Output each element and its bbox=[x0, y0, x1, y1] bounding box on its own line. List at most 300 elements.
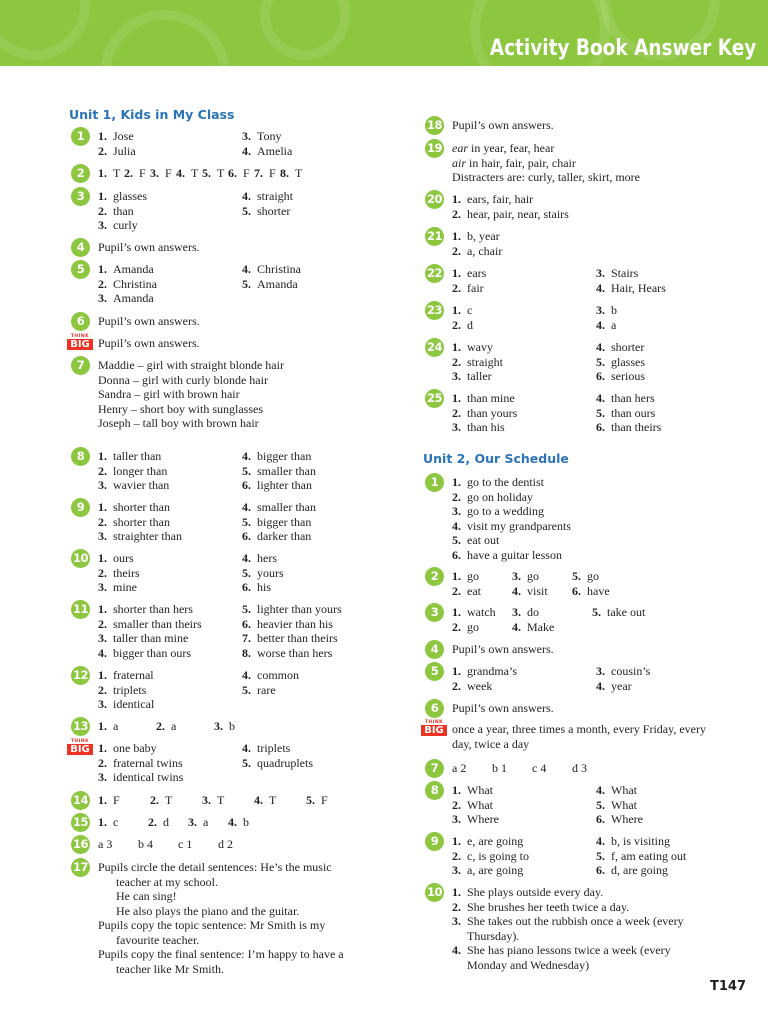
answer-item bbox=[98, 189, 242, 204]
answer-item bbox=[242, 602, 342, 617]
item-number: 1. bbox=[98, 602, 107, 616]
answer-item bbox=[596, 664, 650, 679]
answer-item bbox=[596, 266, 666, 281]
answer-item bbox=[242, 617, 342, 632]
answer-item bbox=[452, 943, 684, 958]
exercise-answers bbox=[452, 834, 686, 878]
think-big-logo bbox=[67, 739, 93, 755]
answer-item bbox=[452, 679, 596, 694]
item-number: 1. bbox=[452, 834, 461, 848]
item-number: 3. bbox=[452, 863, 461, 877]
item-text: Christina bbox=[113, 276, 157, 291]
item-text: his bbox=[257, 580, 272, 594]
item-number: 3. bbox=[202, 793, 211, 807]
exercise-answers bbox=[98, 602, 342, 660]
item-number: 1. bbox=[98, 741, 107, 755]
answer-item bbox=[228, 815, 268, 830]
item-text: Christina bbox=[257, 262, 301, 276]
answer-item bbox=[452, 569, 512, 584]
item-number: 5. bbox=[242, 602, 251, 616]
item-number: 1. bbox=[452, 885, 461, 899]
item-text: go bbox=[527, 569, 539, 583]
item-text: fraternal twins bbox=[113, 755, 183, 770]
item-number: 1. bbox=[98, 815, 107, 829]
answer-line: He also plays the piano and the guitar. bbox=[116, 903, 300, 918]
item-text: shorter than bbox=[113, 500, 170, 514]
exercise-answers bbox=[98, 314, 200, 329]
item-number: 2. bbox=[452, 206, 461, 221]
item-text: c, is going to bbox=[467, 848, 529, 863]
item-number: 7. bbox=[242, 631, 251, 645]
answer-item bbox=[98, 756, 242, 771]
line-text: Distracters are: curly, taller, skirt, more bbox=[452, 170, 640, 184]
answer-item bbox=[452, 929, 684, 944]
exercise-answers bbox=[98, 551, 284, 595]
answer-item bbox=[452, 834, 596, 849]
item-number: 2. bbox=[452, 354, 461, 369]
item-text: darker than bbox=[257, 529, 312, 543]
item-number: 2. bbox=[452, 797, 461, 812]
answer-item bbox=[242, 189, 293, 204]
answer-item bbox=[512, 584, 572, 599]
item-number: 1. bbox=[98, 129, 107, 143]
page-title: Activity Book Answer Key bbox=[489, 36, 756, 61]
answer-item bbox=[242, 277, 301, 292]
item-text: Where bbox=[467, 812, 499, 826]
item-text: identical bbox=[113, 697, 155, 711]
answer-item bbox=[242, 129, 292, 144]
answer-item bbox=[596, 783, 643, 798]
item-text: longer than bbox=[113, 463, 168, 478]
item-text: T bbox=[269, 793, 277, 807]
item-number: 3. bbox=[98, 529, 107, 543]
answer-item: a 3 bbox=[98, 837, 113, 851]
item-text: b, year bbox=[467, 229, 500, 243]
item-number: 2. bbox=[98, 682, 107, 697]
big-label: BIG bbox=[67, 339, 93, 350]
item-text: bigger than bbox=[257, 514, 312, 529]
item-text: shorter bbox=[611, 340, 645, 354]
answer-line: Henry – short boy with sunglasses bbox=[98, 401, 263, 416]
item-number: 4. bbox=[596, 834, 605, 848]
item-number: 3. bbox=[452, 812, 461, 826]
item-text: b bbox=[229, 719, 235, 733]
answer-item bbox=[242, 515, 316, 530]
answer-item bbox=[452, 849, 596, 864]
answer-item bbox=[214, 719, 272, 734]
item-number: 3. bbox=[188, 815, 197, 829]
item-number: 4. bbox=[452, 518, 461, 533]
item-number: 2. bbox=[452, 280, 461, 295]
item-number: 1. bbox=[98, 189, 107, 203]
exercise-number-badge: 18 bbox=[425, 116, 444, 135]
answer-item bbox=[452, 406, 596, 421]
item-number: 3. bbox=[214, 719, 223, 733]
item-text: She plays outside every day. bbox=[467, 885, 604, 899]
exercise-answers bbox=[452, 605, 645, 634]
item-text: hear, pair, near, stairs bbox=[467, 206, 569, 221]
item-text: triplets bbox=[257, 741, 291, 755]
answer-item bbox=[242, 770, 313, 785]
answer-item bbox=[242, 478, 316, 493]
item-text: What bbox=[467, 783, 493, 797]
item-text: go to a wedding bbox=[467, 504, 544, 518]
item-text: ears bbox=[467, 266, 487, 280]
answer-item bbox=[156, 719, 214, 734]
answer-text: Pupil’s own answers. bbox=[452, 118, 554, 132]
item-number: 5. bbox=[596, 848, 605, 863]
answer-item bbox=[452, 584, 512, 599]
item-text: visit bbox=[527, 583, 548, 598]
item-number: 2. bbox=[150, 793, 159, 807]
item-text: Make bbox=[527, 619, 555, 634]
item-number: 2. bbox=[452, 489, 461, 504]
exercise-number-badge: 20 bbox=[425, 190, 444, 209]
item-text: have a guitar lesson bbox=[467, 547, 562, 562]
item-number: 4. bbox=[242, 668, 251, 682]
item-number: 5. bbox=[242, 203, 251, 218]
item-text: curly bbox=[113, 218, 138, 232]
item-text: go bbox=[467, 569, 479, 583]
exercise-number-badge: 2 bbox=[425, 567, 444, 586]
answer-item bbox=[452, 266, 596, 281]
exercise-number-badge: 6 bbox=[71, 312, 90, 331]
item-number: 1. bbox=[98, 668, 107, 682]
exercise-number-badge: 3 bbox=[425, 603, 444, 622]
item-text: What bbox=[467, 797, 493, 812]
answer-item bbox=[452, 664, 596, 679]
item-number: 1. bbox=[452, 266, 461, 280]
item-number: 3. bbox=[512, 569, 521, 583]
answer-item: c 4 bbox=[532, 761, 547, 775]
item-number: 2. bbox=[98, 565, 107, 580]
answer-item bbox=[452, 355, 596, 370]
item-text: fraternal bbox=[113, 668, 154, 682]
item-number: 8. bbox=[242, 645, 251, 660]
item-number: 6. bbox=[596, 369, 605, 383]
answer-item bbox=[452, 885, 684, 900]
answer-item bbox=[242, 291, 301, 306]
exercise-answers bbox=[452, 722, 706, 751]
answer-item bbox=[148, 815, 188, 830]
page-number: T147 bbox=[709, 979, 746, 994]
item-number: 3. bbox=[596, 266, 605, 280]
exercise-number-badge: 11 bbox=[71, 600, 90, 619]
answer-item bbox=[452, 548, 571, 563]
item-text: T bbox=[165, 793, 173, 807]
item-number: 3. bbox=[98, 478, 107, 492]
item-text: f, am eating out bbox=[611, 848, 687, 863]
exercise-number-badge: 4 bbox=[425, 640, 444, 659]
answer-item bbox=[596, 369, 645, 384]
item-number: 1. bbox=[98, 551, 107, 565]
item-number: 6. bbox=[452, 547, 461, 562]
answer-item bbox=[452, 533, 571, 548]
item-number: 4. bbox=[228, 815, 237, 829]
item-number: 4. bbox=[512, 583, 521, 598]
item-text: T bbox=[295, 166, 303, 180]
exercise-number-badge: 1 bbox=[71, 127, 90, 146]
answer-item bbox=[242, 646, 342, 661]
item-text: go bbox=[467, 619, 479, 634]
answer-item bbox=[452, 504, 571, 519]
item-text: a bbox=[171, 719, 177, 733]
answer-item bbox=[452, 192, 569, 207]
item-number: 2. bbox=[452, 405, 461, 420]
item-number: 5. bbox=[242, 276, 251, 291]
answer-item bbox=[596, 281, 666, 296]
answer-item bbox=[242, 580, 284, 595]
item-text: b bbox=[611, 303, 617, 317]
answer-item bbox=[306, 793, 358, 808]
answer-line: Sandra – girl with brown hair bbox=[98, 387, 240, 401]
answer-item bbox=[98, 515, 242, 530]
answer-text: Pupil’s own answers. bbox=[98, 314, 200, 328]
answer-item bbox=[596, 812, 643, 827]
item-number: 2. bbox=[98, 616, 107, 631]
exercise-number-badge: 21 bbox=[425, 227, 444, 246]
exercise-number-badge: 8 bbox=[71, 447, 90, 466]
answer-item bbox=[452, 605, 512, 620]
answer-line: He can sing! bbox=[116, 889, 177, 903]
item-number: 4. bbox=[242, 143, 251, 158]
item-text: T bbox=[191, 166, 199, 180]
answer-line: Donna – girl with curly blonde hair bbox=[98, 372, 268, 387]
answer-item bbox=[242, 500, 316, 515]
header-banner bbox=[0, 0, 768, 66]
item-number: 3. bbox=[596, 664, 605, 678]
answer-item bbox=[452, 958, 684, 973]
item-number: 3. bbox=[452, 914, 461, 928]
exercise-answers bbox=[98, 262, 301, 306]
item-text: year bbox=[611, 678, 632, 693]
item-number: 8. bbox=[280, 166, 289, 180]
answer-item bbox=[188, 815, 228, 830]
item-number: 2. bbox=[98, 276, 107, 291]
item-text: T bbox=[217, 793, 225, 807]
answer-item bbox=[150, 793, 202, 808]
item-text: identical twins bbox=[113, 770, 184, 784]
item-number: 5. bbox=[242, 514, 251, 529]
answer-item bbox=[242, 529, 316, 544]
item-number: 5. bbox=[306, 793, 315, 807]
exercise-answers bbox=[452, 642, 554, 657]
item-text: d bbox=[467, 317, 473, 332]
item-text: quadruplets bbox=[257, 755, 313, 770]
exercise-number-badge: 25 bbox=[425, 389, 444, 408]
think-big-logo bbox=[67, 334, 93, 350]
item-text: a bbox=[113, 719, 119, 733]
exercise-number-badge: 17 bbox=[71, 858, 90, 877]
item-text: yours bbox=[257, 565, 284, 580]
answer-text: Pupil’s own answers. bbox=[452, 642, 554, 656]
item-number: 1. bbox=[452, 391, 461, 405]
item-text: have bbox=[587, 583, 610, 598]
answer-item bbox=[150, 166, 176, 181]
exercise-number-badge: 8 bbox=[425, 781, 444, 800]
exercise-number-badge: 23 bbox=[425, 301, 444, 320]
item-number: 5. bbox=[596, 797, 605, 812]
item-number: 1. bbox=[98, 166, 107, 180]
item-number: 2. bbox=[452, 243, 461, 258]
answer-item bbox=[452, 391, 596, 406]
answer-text: Pupil’s own answers. bbox=[98, 336, 200, 350]
exercise-answers bbox=[452, 664, 650, 693]
item-text: e, are going bbox=[467, 834, 524, 848]
item-text: lighter than yours bbox=[257, 602, 342, 616]
decorative-circle bbox=[260, 0, 350, 60]
exercise-number-badge: 9 bbox=[425, 832, 444, 851]
answer-item bbox=[512, 605, 592, 620]
item-number: 5. bbox=[572, 569, 581, 583]
answer-item bbox=[596, 849, 686, 864]
item-number: 3. bbox=[98, 291, 107, 305]
item-number: 3. bbox=[98, 697, 107, 711]
item-text: She has piano lessons twice a week (every bbox=[467, 943, 671, 957]
item-text: shorter than bbox=[113, 514, 170, 529]
line-text: in hair, fair, pair, chair bbox=[466, 155, 576, 170]
think-label: THINK bbox=[70, 334, 90, 339]
item-text: T bbox=[217, 166, 225, 180]
exercise-number-badge: 16 bbox=[71, 835, 90, 854]
answer-item bbox=[452, 490, 571, 505]
item-number: 3. bbox=[242, 129, 251, 143]
item-number: 1. bbox=[452, 605, 461, 619]
item-text: than hers bbox=[611, 391, 655, 405]
item-text: straight bbox=[257, 189, 293, 203]
answer-item bbox=[98, 204, 242, 219]
answer-item bbox=[98, 566, 242, 581]
highlight-word: ear bbox=[452, 141, 468, 155]
item-text: than bbox=[113, 203, 134, 218]
item-text: She takes out the rubbish once a week (every bbox=[467, 914, 684, 928]
answer-item bbox=[452, 244, 502, 259]
item-text: common bbox=[257, 668, 299, 682]
answer-line: teacher like Mr Smith. bbox=[116, 961, 224, 976]
item-number: 6. bbox=[242, 580, 251, 594]
item-text: F bbox=[165, 166, 172, 180]
item-number: 1. bbox=[98, 793, 107, 807]
answer-item bbox=[98, 262, 242, 277]
answer-item bbox=[596, 834, 686, 849]
item-text: What bbox=[611, 797, 637, 812]
answer-item bbox=[452, 420, 596, 435]
item-text: than ours bbox=[611, 405, 656, 420]
item-number: 4. bbox=[596, 340, 605, 354]
item-number: 3. bbox=[150, 166, 159, 180]
item-text: c bbox=[467, 303, 473, 317]
item-number: 6. bbox=[228, 166, 237, 180]
answer-item bbox=[254, 793, 306, 808]
item-text: Monday and Wednesday) bbox=[467, 957, 590, 972]
answer-line bbox=[452, 156, 640, 171]
item-text: mine bbox=[113, 580, 137, 594]
exercise-answers bbox=[98, 240, 200, 255]
decorative-circle bbox=[0, 0, 90, 60]
answer-item bbox=[98, 668, 242, 683]
exercise-answers bbox=[98, 129, 292, 158]
answer-item bbox=[242, 741, 313, 756]
answer-item bbox=[512, 569, 572, 584]
big-label: BIG bbox=[421, 725, 447, 736]
item-text: taller bbox=[467, 369, 492, 383]
item-number: 3. bbox=[98, 218, 107, 232]
exercise-number-badge: 14 bbox=[71, 791, 90, 810]
answer-line: Maddie – girl with straight blonde hair bbox=[98, 358, 284, 372]
item-text: glasses bbox=[113, 189, 147, 203]
answer-item bbox=[452, 281, 596, 296]
item-text: Amanda bbox=[113, 291, 154, 305]
item-text: F bbox=[269, 166, 276, 180]
item-text: bigger than bbox=[257, 449, 312, 463]
answer-item bbox=[98, 793, 150, 808]
answer-item bbox=[98, 697, 242, 712]
item-number: 1. bbox=[98, 449, 107, 463]
answer-item bbox=[242, 449, 316, 464]
item-text: T bbox=[113, 166, 121, 180]
answer-item bbox=[98, 602, 242, 617]
item-number: 3. bbox=[98, 631, 107, 645]
item-text: straighter than bbox=[113, 529, 182, 543]
item-number: 3. bbox=[452, 369, 461, 383]
answer-item bbox=[452, 318, 596, 333]
item-number: 5. bbox=[242, 565, 251, 580]
answer-item bbox=[242, 551, 284, 566]
exercise-answers bbox=[98, 500, 316, 544]
answer-item bbox=[98, 529, 242, 544]
item-text: What bbox=[611, 783, 637, 797]
answer-item bbox=[452, 783, 596, 798]
item-number: 4. bbox=[596, 678, 605, 693]
item-number: 2. bbox=[452, 619, 461, 634]
answer-item bbox=[452, 863, 596, 878]
answer-item bbox=[452, 519, 571, 534]
answer-item bbox=[280, 166, 306, 181]
answer-item bbox=[98, 291, 242, 306]
item-number: 6. bbox=[242, 616, 251, 631]
item-number: 1. bbox=[452, 569, 461, 583]
answer-item bbox=[596, 391, 661, 406]
item-text: a, chair bbox=[467, 243, 503, 258]
answer-line bbox=[452, 170, 640, 185]
item-text: bigger than ours bbox=[113, 645, 191, 660]
item-number: 4. bbox=[242, 741, 251, 755]
item-number: 6. bbox=[572, 583, 581, 598]
exercise-answers bbox=[452, 783, 643, 827]
answer-item bbox=[452, 914, 684, 929]
exercise-number-badge: 3 bbox=[71, 187, 90, 206]
item-text: wavy bbox=[467, 340, 493, 354]
item-text: Amanda bbox=[257, 276, 298, 291]
item-number: 5. bbox=[452, 533, 461, 547]
item-text: triplets bbox=[113, 682, 147, 697]
answer-item: a 2 bbox=[452, 761, 467, 775]
item-number: 3. bbox=[452, 504, 461, 518]
item-text: taller than bbox=[113, 449, 162, 463]
exercise-answers bbox=[98, 336, 200, 351]
item-text: watch bbox=[467, 605, 496, 619]
item-number: 2. bbox=[98, 755, 107, 770]
exercise-answers bbox=[98, 719, 272, 734]
item-number: 4. bbox=[242, 449, 251, 463]
exercise-answers bbox=[452, 229, 502, 258]
item-text: shorter than hers bbox=[113, 602, 193, 616]
answer-line: Pupils copy the topic sentence: Mr Smith is my bbox=[98, 918, 326, 932]
answer-item bbox=[254, 166, 280, 181]
answer-item bbox=[242, 697, 299, 712]
item-number: 4. bbox=[176, 166, 185, 180]
exercise-answers bbox=[98, 189, 293, 233]
